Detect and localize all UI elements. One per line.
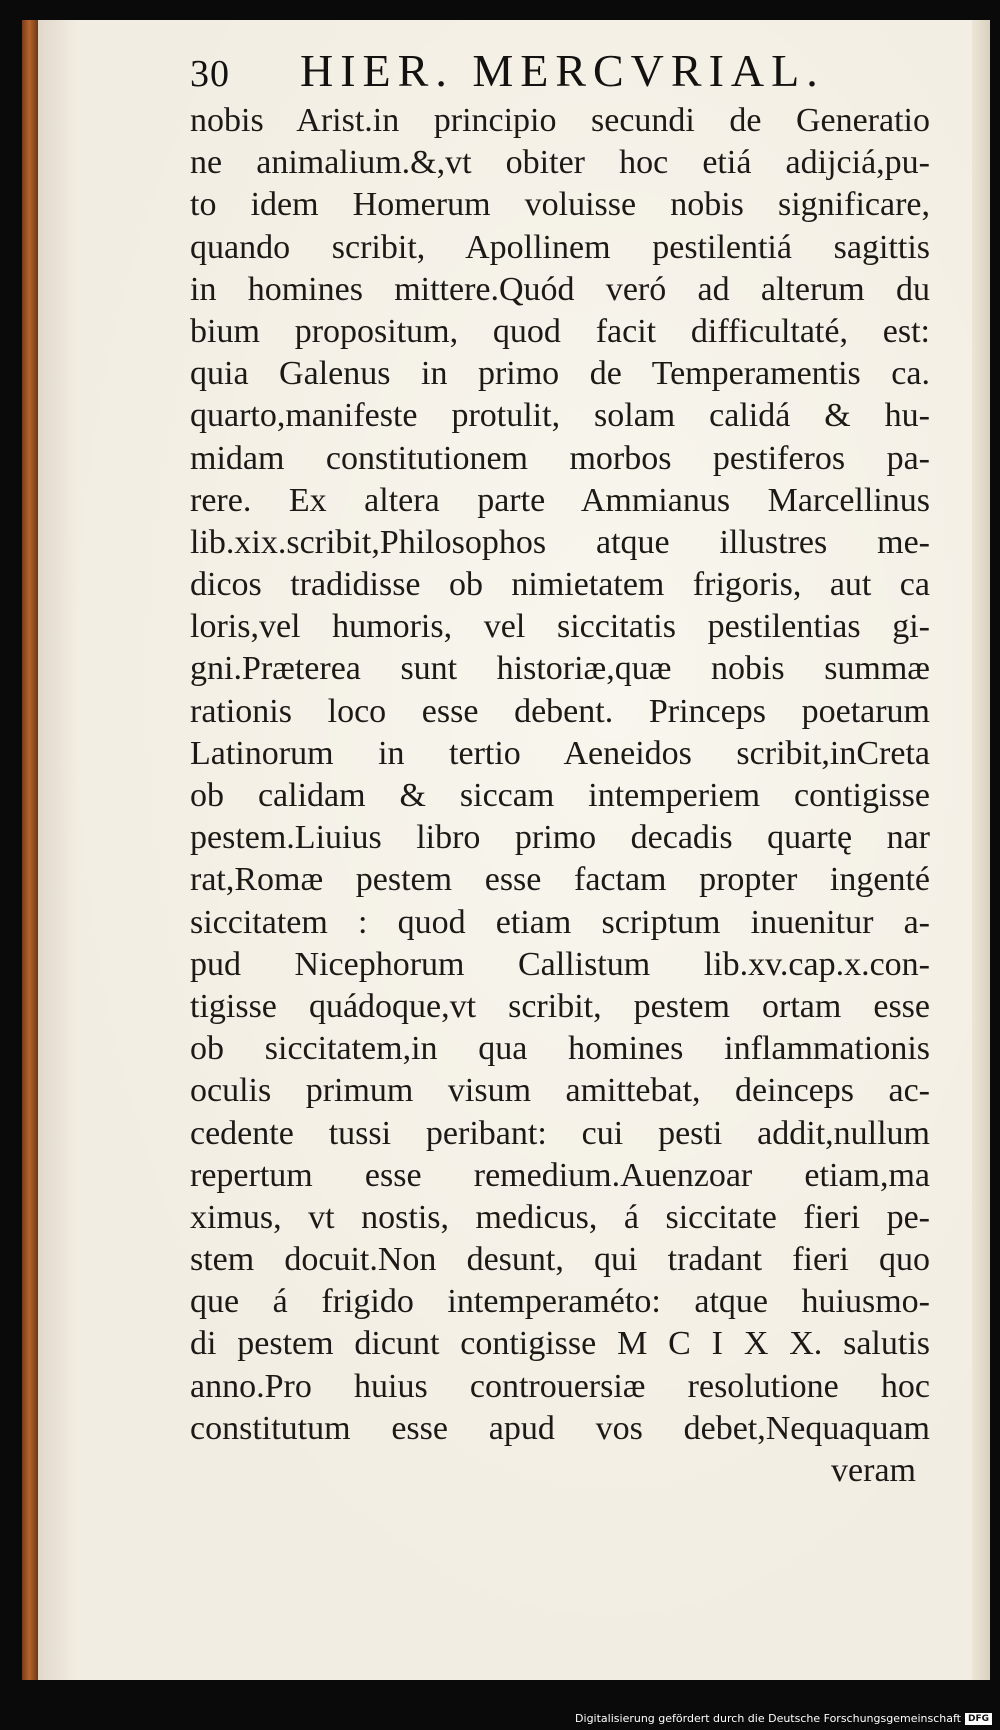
text-line: lib.xix.scribit,Philosophos atque illustres me- — [190, 523, 930, 561]
text-line: ob siccitatem,in qua homines inflammationis — [190, 1030, 930, 1068]
text-line: anno.Pro huius controuersiæ resolutione hoc — [190, 1367, 930, 1405]
page-right-margin — [972, 20, 990, 1680]
text-line: veram — [831, 1452, 916, 1489]
text-line: oculis primum visum amittebat, deinceps ac- — [190, 1072, 930, 1110]
text-line: nobis Arist.in principio secundi de Generatio — [190, 102, 930, 139]
text-line: tigisse quádoque,vt scribit, pestem ortam esse — [190, 987, 930, 1025]
text-line: ne animalium.&,vt obiter hoc etiá adijciá,pu- — [190, 144, 930, 182]
text-line: constitutum esse apud vos debet,Nequaquam — [190, 1409, 930, 1447]
credit-text: Digitalisierung gefördert durch die Deutsche Forschungsgemeinschaft — [575, 1712, 961, 1725]
text-line: repertum esse remedium.Auenzoar etiam,ma — [190, 1156, 930, 1194]
text-line: rere. Ex altera parte Ammianus Marcellinus — [190, 481, 930, 519]
running-title: HIER. MERCVRIAL. — [300, 45, 825, 96]
text-line: di pestem dicunt contigisse M C I X X. salutis — [190, 1325, 930, 1363]
text-line: quia Galenus in primo de Temperamentis ca. — [190, 355, 930, 393]
text-line: que á frigido intemperaméto: atque huiusmo- — [190, 1283, 930, 1321]
text-line: cedente tussi peribant: cui pesti addit,nullum — [190, 1114, 930, 1152]
text-line: dicos tradidisse ob nimietatem frigoris, aut ca — [190, 566, 930, 604]
text-line: pestem.Liuius libro primo decadis quartę nar — [190, 819, 930, 857]
text-line: loris,vel humoris, vel siccitatis pestilentias gi- — [190, 608, 930, 646]
text-line: quarto,manifeste protulit, solam calidá & hu- — [190, 397, 930, 435]
text-line: quando scribit, Apollinem pestilentiá sagittis — [190, 228, 930, 266]
page-text-block — [190, 100, 930, 1492]
text-line: pud Nicephorum Callistum lib.xv.cap.x.con- — [190, 945, 930, 983]
text-line: ximus, vt nostis, medicus, á siccitate fieri pe- — [190, 1198, 930, 1236]
text-line: to idem Homerum voluisse nobis significare, — [190, 186, 930, 224]
page-number: 30 — [190, 53, 230, 95]
digitization-credit — [575, 1712, 992, 1725]
text-line: stem docuit.Non desunt, qui tradant fieri quo — [190, 1241, 930, 1279]
text-line: midam constitutionem morbos pestiferos pa- — [190, 439, 930, 477]
text-line: siccitatem : quod etiam scriptum inuenitur a- — [190, 903, 930, 941]
dfg-logo-icon: DFG — [965, 1713, 992, 1725]
text-line: rat,Romæ pestem esse factam propter ingenté — [190, 861, 930, 899]
text-line: Latinorum in tertio Aeneidos scribit,inCreta — [190, 734, 930, 772]
text-line: bium propositum, quod facit difficultaté, est: — [190, 312, 930, 350]
text-line: in homines mittere.Quód veró ad alterum du — [190, 270, 930, 308]
text-line: ob calidam & siccam intemperiem contigisse — [190, 777, 930, 814]
text-line: rationis loco esse debent. Princeps poetarum — [190, 692, 930, 730]
text-line: gni.Præterea sunt historiæ,quæ nobis summæ — [190, 650, 930, 688]
page-header — [190, 44, 870, 104]
